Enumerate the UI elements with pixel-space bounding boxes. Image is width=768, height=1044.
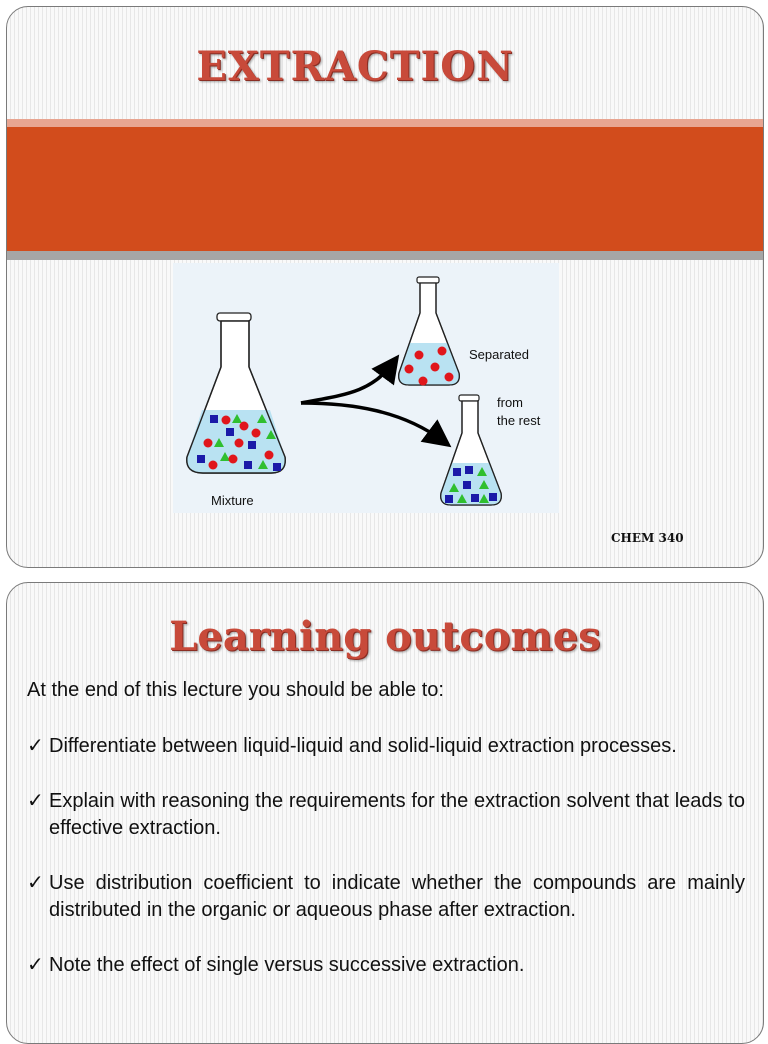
outcome-item (27, 788, 745, 842)
accent-band-grey (7, 251, 763, 260)
outcomes-list (27, 733, 745, 1007)
accent-band-light (7, 119, 763, 127)
checkmark-icon: ✓ (27, 790, 44, 812)
checkmark-icon: ✓ (27, 954, 44, 976)
outcome-item (27, 733, 745, 760)
course-code: CHEM 340 (611, 531, 684, 545)
arrow-up (301, 363, 393, 403)
intro-text: At the end of this lecture you should be able to: (27, 679, 444, 701)
checkmark-icon: ✓ (27, 735, 44, 757)
particle-circle (240, 422, 249, 431)
slide-outcomes-heading: Learning outcomes (169, 613, 601, 660)
accent-band (7, 127, 763, 251)
from-label: from (497, 395, 523, 410)
slide-learning-outcomes (6, 582, 764, 1044)
outcome-text: Differentiate between liquid-liquid and solid-liquid extraction processes. (49, 735, 677, 757)
outcome-text: Use distribution coefficient to indicate whether the compounds are mainly distributed in the organic or aqueous phase after extraction. (49, 872, 745, 921)
outcome-item (27, 870, 745, 924)
extraction-diagram (173, 263, 559, 513)
particle-circle (229, 455, 238, 464)
particle-circle (252, 429, 261, 438)
mixture-label: Mixture (211, 493, 254, 508)
particle-square (210, 415, 218, 423)
particle-circle (265, 451, 274, 460)
extraction-illustration (173, 263, 559, 513)
arrow-down (301, 403, 443, 441)
particle-square (226, 428, 234, 436)
particle-circle (209, 461, 218, 470)
separated-flask (399, 277, 460, 386)
rest-flask (441, 395, 502, 505)
particle-circle (204, 439, 213, 448)
particle-square (244, 461, 252, 469)
mixture-flask (187, 313, 285, 473)
slide-title (6, 6, 764, 568)
particle-square (273, 463, 281, 471)
rest-label: the rest (497, 413, 541, 428)
checkmark-icon: ✓ (27, 872, 44, 894)
outcome-text: Note the effect of single versus successive extraction. (49, 954, 525, 976)
particle-square (248, 441, 256, 449)
outcome-item (27, 952, 745, 979)
particle-square (197, 455, 205, 463)
slide-title-heading: EXTRACTION (196, 43, 514, 90)
outcome-text: Explain with reasoning the requirements for the extraction solvent that leads to effective extraction. (49, 790, 745, 839)
particle-circle (235, 439, 244, 448)
particle-circle (222, 416, 231, 425)
separated-label: Separated (469, 347, 529, 362)
